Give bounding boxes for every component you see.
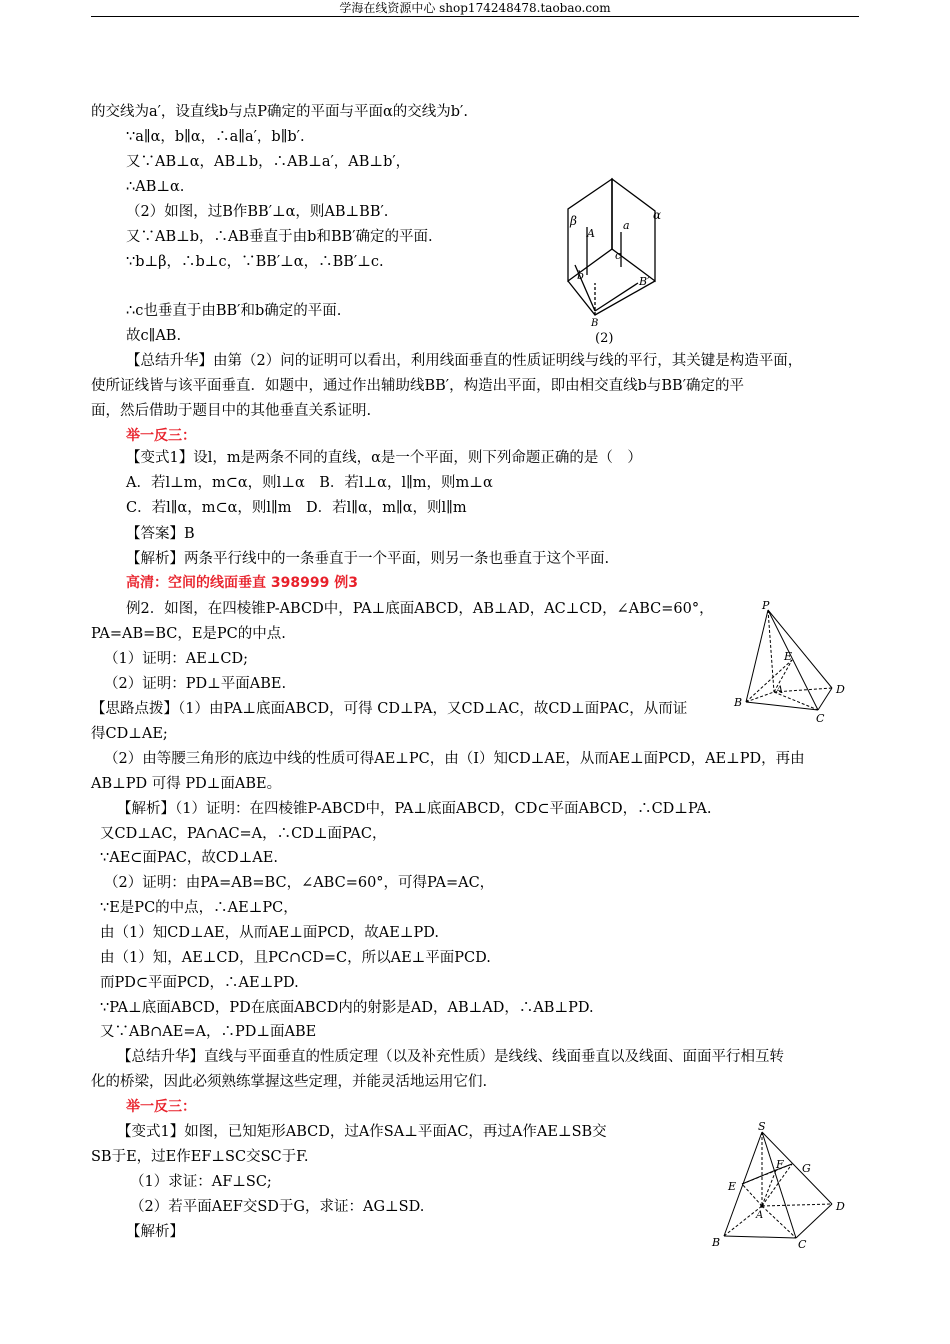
text-line: A．若l⊥m，m⊂α，则l⊥α B．若l⊥α，l∥m，则m⊥α (126, 475, 493, 491)
text-line: ∵PA⊥底面ABCD，PD在底面ABCD内的射影是AD，AB⊥AD，∴AB⊥PD. (100, 1000, 594, 1016)
text-line: SB于E，过E作EF⊥SC交SC于F. (91, 1149, 309, 1165)
figure-pyramid-pabcd (730, 596, 860, 724)
text-line: PA=AB=BC，E是PC的中点. (91, 626, 286, 642)
label: S (758, 1120, 766, 1133)
text-line: ∵b⊥β，∴b⊥c，∵BB′⊥α，∴BB′⊥c. (126, 254, 384, 270)
text-line: 化的桥梁，因此必须熟练掌握这些定理，并能灵活地运用它们. (91, 1074, 488, 1090)
text-line: 而PD⊂平面PCD，∴AE⊥PD. (100, 975, 299, 991)
text-line: 【解析】 (126, 1224, 184, 1240)
label: c (615, 249, 622, 262)
text-line: （2）如图，过B作BB′⊥α，则AB⊥BB′. (126, 204, 389, 220)
text-line: ∵AE⊂面PAC，故CD⊥AE. (100, 850, 278, 866)
text-line: ∴c也垂直于由BB′和b确定的平面. (126, 303, 342, 319)
text-line: C．若l∥α，m⊂α，则l∥m D．若l∥α，m∥α，则l∥m (126, 500, 467, 516)
text-line: 由（1）知CD⊥AE，从而AE⊥面PCD，故AE⊥PD. (100, 925, 439, 941)
label: F (776, 1158, 784, 1171)
text-line: ∵a∥α，b∥α，∴a∥a′，b∥b′. (126, 129, 305, 145)
label: D (836, 683, 845, 696)
text-line: 【答案】B (126, 526, 195, 542)
text-line: 【思路点拨】（1）由PA⊥底面ABCD，可得 CD⊥PA，又CD⊥AC，故CD⊥面PAC，从而证 (91, 701, 688, 717)
label: b (577, 269, 585, 282)
section-heading: 举一反三： (126, 1099, 196, 1115)
text-line: 又CD⊥AC，PA∩AC=A，∴CD⊥面PAC， (100, 826, 387, 842)
text-line: （2）证明：PD⊥平面ABE. (104, 676, 287, 692)
text-line: 故c∥AB. (126, 328, 182, 344)
text-line: 【解析】（1）证明：在四棱锥P-ABCD中，PA⊥底面ABCD，CD⊂平面ABCD，∴CD⊥PA. (117, 801, 712, 817)
text-line: ∵E是PC的中点，∴AE⊥PC， (100, 900, 298, 916)
figure-intersecting-planes (555, 175, 685, 347)
text-line: 【总结升华】由第（2）问的证明可以看出，利用线面垂直的性质证明线与线的平行，其关键是构造平面， (126, 353, 803, 369)
label: C (798, 1238, 807, 1250)
label: A (756, 1210, 764, 1221)
text-line: （1）求证：AF⊥SC; (130, 1174, 272, 1190)
label: B (591, 318, 599, 329)
label: β (570, 214, 577, 228)
text-line: 又∵AB∩AE=A，∴PD⊥面ABE (100, 1024, 317, 1040)
section-heading: 高清：空间的线面垂直 398999 例3 (126, 575, 358, 591)
label: a (623, 219, 630, 232)
label: B (734, 696, 743, 709)
text-line: 由（1）知，AE⊥CD，且PC∩CD=C，所以AE⊥平面PCD. (100, 950, 491, 966)
label: G (802, 1162, 811, 1175)
text-line: 例2．如图，在四棱锥P-ABCD中，PA⊥底面ABCD，AB⊥AD，AC⊥CD，∠ABC=60°， (126, 601, 714, 617)
text-line: 【解析】两条平行线中的一条垂直于一个平面，则另一条也垂直于这个平面. (126, 551, 610, 567)
label: B′ (639, 275, 650, 288)
text-line: 得CD⊥AE; (91, 726, 168, 742)
text-line: 面，然后借助于题目中的其他垂直关系证明. (91, 403, 372, 419)
text-line: （2）若平面AEF交SD于G，求证：AG⊥SD. (130, 1199, 425, 1215)
label: A (587, 227, 595, 240)
figure-caption: (2) (595, 331, 614, 346)
text-line: 使所证线皆与该平面垂直．如题中，通过作出辅助线BB′，构造出平面，即由相交直线b与BB′确定的平 (91, 378, 744, 394)
label: E (784, 650, 793, 663)
label: A (776, 685, 784, 696)
figure-pyramid-sabcd (706, 1120, 856, 1250)
label: E (728, 1180, 737, 1193)
text-line: AB⊥PD 可得 PD⊥面ABE。 (91, 776, 282, 792)
text-line: ∴AB⊥α. (126, 179, 185, 195)
text-line: 【总结升华】直线与平面垂直的性质定理（以及补充性质）是线线、线面垂直以及线面、面面平行相互转 (117, 1049, 784, 1065)
label: α (653, 208, 662, 222)
text-line: 又∵AB⊥α，AB⊥b，∴AB⊥a′，AB⊥b′， (126, 154, 411, 170)
label: C (816, 712, 825, 724)
text-line: 【变式1】设l，m是两条不同的直线，α是一个平面，则下列命题正确的是（ ） (126, 450, 642, 466)
text-line: 【变式1】如图，已知矩形ABCD，过A作SA⊥平面AC，再过A作AE⊥SB交 (117, 1124, 607, 1140)
text-line: 又∵AB⊥b，∴AB垂直于由b和BB′确定的平面. (126, 229, 433, 245)
text-line: （2）由等腰三角形的底边中线的性质可得AE⊥PC，由（Ⅰ）知CD⊥AE，从而AE⊥面PCD，AE⊥PD，再由 (104, 751, 805, 767)
text-line: （2）证明：由PA=AB=BC，∠ABC=60°，可得PA=AC， (104, 875, 495, 891)
page-header: 学海在线资源中心 shop174248478.taobao.com (91, 0, 859, 17)
text-line: （1）证明：AE⊥CD; (104, 651, 249, 667)
text-line: 的交线为a′，设直线b与点P确定的平面与平面α的交线为b′. (91, 104, 468, 120)
section-heading: 举一反三： (126, 428, 196, 444)
label: D (836, 1200, 845, 1213)
label: B (712, 1236, 721, 1249)
label: P (762, 599, 770, 612)
